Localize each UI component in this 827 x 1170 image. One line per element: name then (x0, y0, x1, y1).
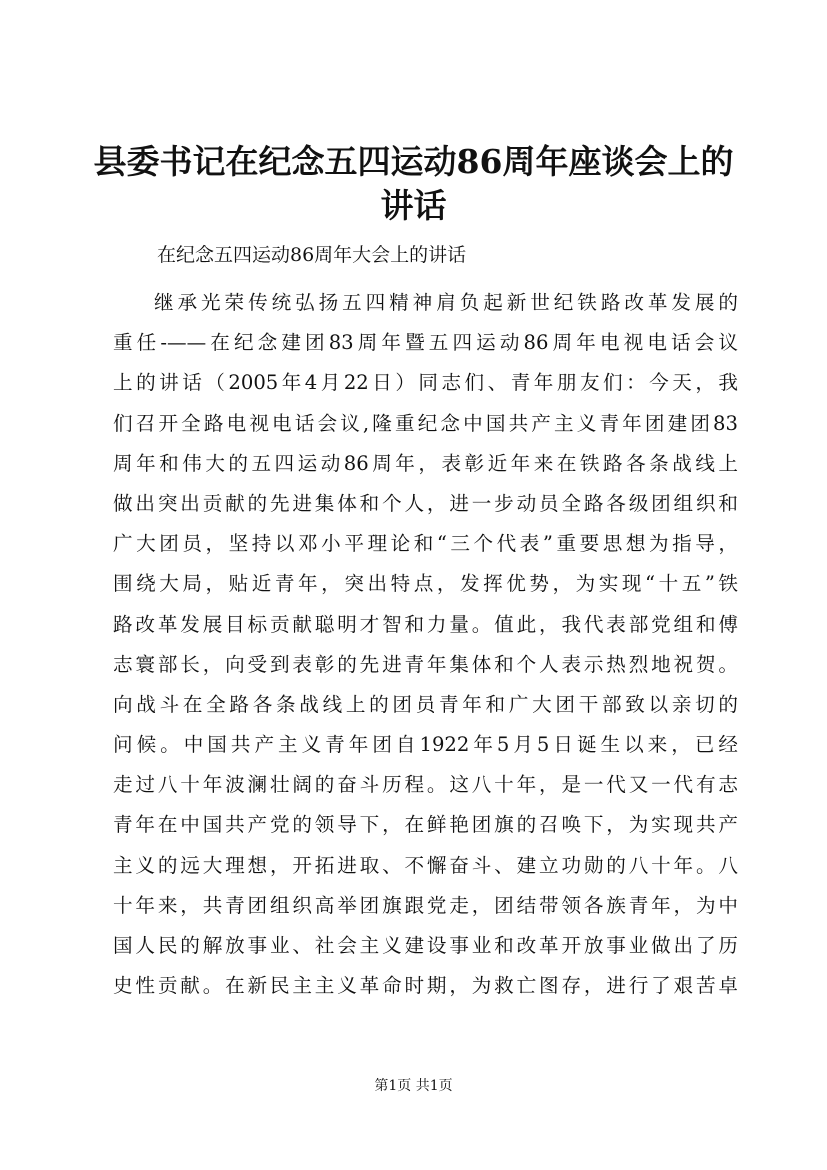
body-line: 继承光荣传统弘扬五四精神肩负起新世纪铁路改革发展的 (154, 291, 738, 314)
body-line: 路改革发展目标贡献聪明才智和力量。值此，我代表部党组和傅 (113, 612, 738, 636)
title-line: 县委书记在纪念五四运动86周年座谈会上的 (93, 142, 734, 181)
body-paragraph (113, 283, 738, 1006)
body-line: 史性贡献。在新民主主义革命时期，为救亡图存，进行了艰苦卓 (113, 974, 738, 998)
document-subtitle: 在纪念五四运动86周年大会上的讲话 (157, 244, 467, 266)
body-line: 志寰部长，向受到表彰的先进青年集体和个人表示热烈地祝贺。 (113, 652, 738, 676)
body-line: 上的讲话（2005年4月22日）同志们、青年朋友们：今天，我 (113, 371, 738, 395)
body-line: 国人民的解放事业、社会主义建设事业和改革开放事业做出了历 (113, 934, 738, 957)
body-line: 广大团员，坚持以邓小平理论和“三个代表”重要思想为指导， (113, 532, 738, 556)
body-line: 走过八十年波澜壮阔的奋斗历程。这八十年，是一代又一代有志 (113, 773, 738, 797)
body-line: 问候。中国共产主义青年团自1922年5月5日诞生以来，已经 (113, 733, 738, 757)
body-line: 们召开全路电视电话会议,隆重纪念中国共产主义青年团建团83 (113, 411, 738, 435)
body-line: 做出突出贡献的先进集体和个人，进一步动员全路各级团组织和 (113, 491, 738, 515)
body-line: 主义的远大理想，开拓进取、不懈奋斗、建立功勋的八十年。八 (113, 853, 738, 877)
body-line: 重任-——在纪念建团83周年暨五四运动86周年电视电话会议 (113, 331, 738, 355)
body-line: 青年在中国共产党的领导下，在鲜艳团旗的召唤下，为实现共产 (113, 813, 738, 837)
body-line: 围绕大局，贴近青年，突出特点，发挥优势，为实现“十五”铁 (113, 572, 738, 596)
page-footer: 第1页 共1页 (374, 1078, 453, 1094)
body-line: 十年来，共青团组织高举团旗跟党走，团结带领各族青年，为中 (113, 893, 738, 917)
document-title (70, 140, 757, 228)
title-line: 讲话 (380, 186, 447, 225)
body-line: 周年和伟大的五四运动86周年，表彰近年来在铁路各条战线上 (113, 451, 738, 475)
body-line: 向战斗在全路各条战线上的团员青年和广大团干部致以亲切的 (113, 692, 738, 716)
